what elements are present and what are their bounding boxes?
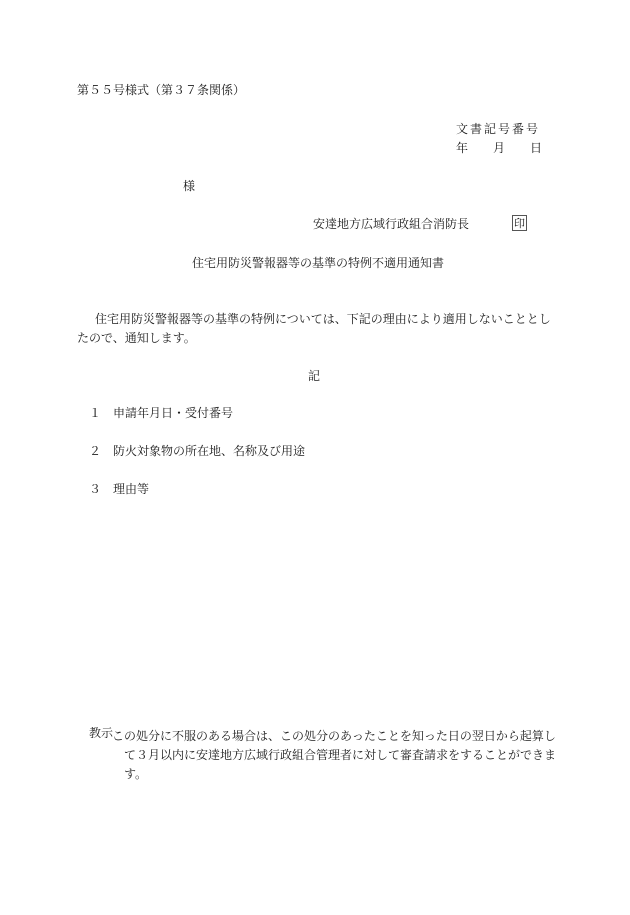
body-paragraph: 住宅用防災警報器等の基準の特例については、下記の理由により適用しないこととしたので、通知します。 <box>77 312 551 345</box>
item-label: 防火対象物の所在地、名称及び用途 <box>113 444 306 458</box>
notice-text: この処分に不服のある場合は、この処分のあったことを知った日の翌日から起算して３月以内に安達地方広域行政組合管理者に対して審査請求をすることができます。 <box>112 729 557 781</box>
item-label: 理由等 <box>113 482 150 496</box>
form-number: 第５５号様式（第３７条関係） <box>77 83 246 97</box>
document-number: 文書記号番号 <box>456 122 541 136</box>
item-label: 申請年月日・受付番号 <box>113 406 234 420</box>
date-month-label: 月 <box>493 141 506 155</box>
addressee-honorific: 様 <box>183 179 196 193</box>
ki-heading: 記 <box>308 369 321 383</box>
item-number: １ <box>89 406 102 420</box>
date-day-label: 日 <box>530 141 543 155</box>
date-line <box>456 142 542 156</box>
item-number: ２ <box>89 444 102 458</box>
date-year-label: 年 <box>456 141 469 155</box>
notice-heading: 教示 <box>89 726 114 740</box>
item-number: ３ <box>89 482 102 496</box>
document-title: 住宅用防災警報器等の基準の特例不適用通知書 <box>192 256 445 270</box>
seal-stamp: 印 <box>514 216 525 230</box>
issuer-name: 安達地方広域行政組合消防長 <box>313 217 470 231</box>
